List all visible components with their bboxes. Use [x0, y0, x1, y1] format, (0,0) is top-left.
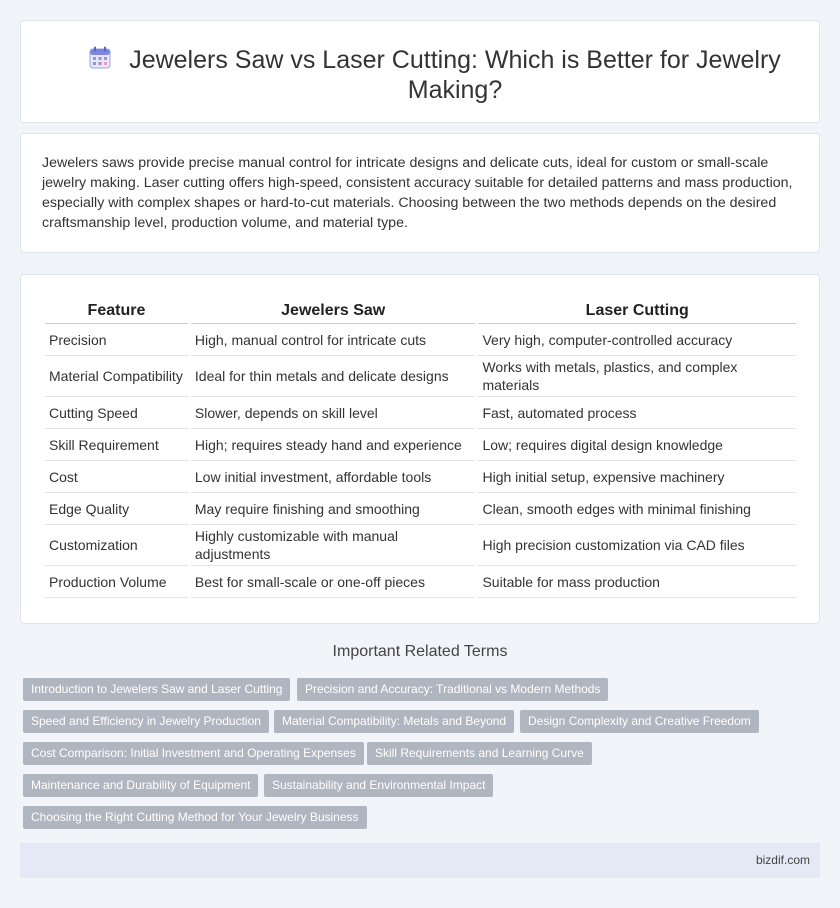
table-row	[45, 429, 796, 461]
feature-cell: Skill Requirement	[45, 429, 188, 461]
header-jewelers-saw: Jewelers Saw	[191, 295, 476, 324]
laser-cutting-cell: Low; requires digital design knowledge	[478, 429, 796, 461]
related-term-link[interactable]: Design Complexity and Creative Freedom	[520, 710, 759, 733]
calendar-icon	[89, 46, 111, 70]
related-term-link[interactable]: Cost Comparison: Initial Investment and Operating Expenses	[23, 742, 364, 765]
intro-card	[20, 133, 820, 253]
table-header-row	[45, 295, 796, 324]
jewelers-saw-cell: High; requires steady hand and experience	[191, 429, 476, 461]
related-term-link[interactable]: Maintenance and Durability of Equipment	[23, 774, 258, 797]
comparison-card	[20, 274, 820, 624]
feature-cell: Edge Quality	[45, 493, 188, 525]
jewelers-saw-cell: May require finishing and smoothing	[191, 493, 476, 525]
related-term-link[interactable]: Choosing the Right Cutting Method for Your Jewelry Business	[23, 806, 367, 829]
feature-cell: Material Compatibility	[45, 356, 188, 397]
related-term-link[interactable]: Precision and Accuracy: Traditional vs Modern Methods	[297, 678, 608, 701]
feature-cell: Cost	[45, 461, 188, 493]
table-row	[45, 525, 796, 566]
page-title: Jewelers Saw vs Laser Cutting: Which is Better for Jewelry Making?	[129, 46, 781, 104]
laser-cutting-cell: Clean, smooth edges with minimal finishing	[478, 493, 796, 525]
table-row	[45, 324, 796, 356]
laser-cutting-cell: High initial setup, expensive machinery	[478, 461, 796, 493]
laser-cutting-cell: High precision customization via CAD files	[478, 525, 796, 566]
related-term-link[interactable]: Sustainability and Environmental Impact	[264, 774, 493, 797]
related-term-link[interactable]: Speed and Efficiency in Jewelry Production	[23, 710, 269, 733]
table-row	[45, 493, 796, 525]
jewelers-saw-cell: Best for small-scale or one-off pieces	[191, 566, 476, 598]
feature-cell: Cutting Speed	[45, 397, 188, 429]
header-laser-cutting: Laser Cutting	[478, 295, 796, 324]
laser-cutting-cell: Very high, computer-controlled accuracy	[478, 324, 796, 356]
title-card	[20, 20, 820, 123]
jewelers-saw-cell: Ideal for thin metals and delicate designs	[191, 356, 476, 397]
feature-cell: Customization	[45, 525, 188, 566]
laser-cutting-cell: Fast, automated process	[478, 397, 796, 429]
related-term-link[interactable]: Skill Requirements and Learning Curve	[367, 742, 592, 765]
intro-paragraph: Jewelers saws provide precise manual control for intricate designs and delicate cuts, ideal for custom or small-scale jewelry making. Laser cutting offers high-speed, consistent accuracy suitable for detailed patterns and mass production, especially with complex shapes or hard-to-cut materials. Choosing between the two methods depends on the desired craftsmanship level, production volume, and material type.	[42, 155, 793, 231]
related-term-link[interactable]: Material Compatibility: Metals and Beyond	[274, 710, 514, 733]
table-row	[45, 397, 796, 429]
feature-cell: Production Volume	[45, 566, 188, 598]
laser-cutting-cell: Suitable for mass production	[478, 566, 796, 598]
feature-cell: Precision	[45, 324, 188, 356]
laser-cutting-cell: Works with metals, plastics, and complex materials	[478, 356, 796, 397]
footer	[20, 843, 820, 878]
footer-brand: bizdif.com	[755, 853, 810, 867]
table-row	[45, 566, 796, 598]
comparison-table	[42, 295, 799, 598]
related-terms-title: Important Related Terms	[332, 643, 508, 660]
table-row	[45, 461, 796, 493]
jewelers-saw-cell: High, manual control for intricate cuts	[191, 324, 476, 356]
jewelers-saw-cell: Low initial investment, affordable tools	[191, 461, 476, 493]
jewelers-saw-cell: Highly customizable with manual adjustments	[191, 525, 476, 566]
related-term-link[interactable]: Introduction to Jewelers Saw and Laser Cutting	[23, 678, 290, 701]
table-row	[45, 356, 796, 397]
jewelers-saw-cell: Slower, depends on skill level	[191, 397, 476, 429]
header-feature: Feature	[45, 295, 188, 324]
